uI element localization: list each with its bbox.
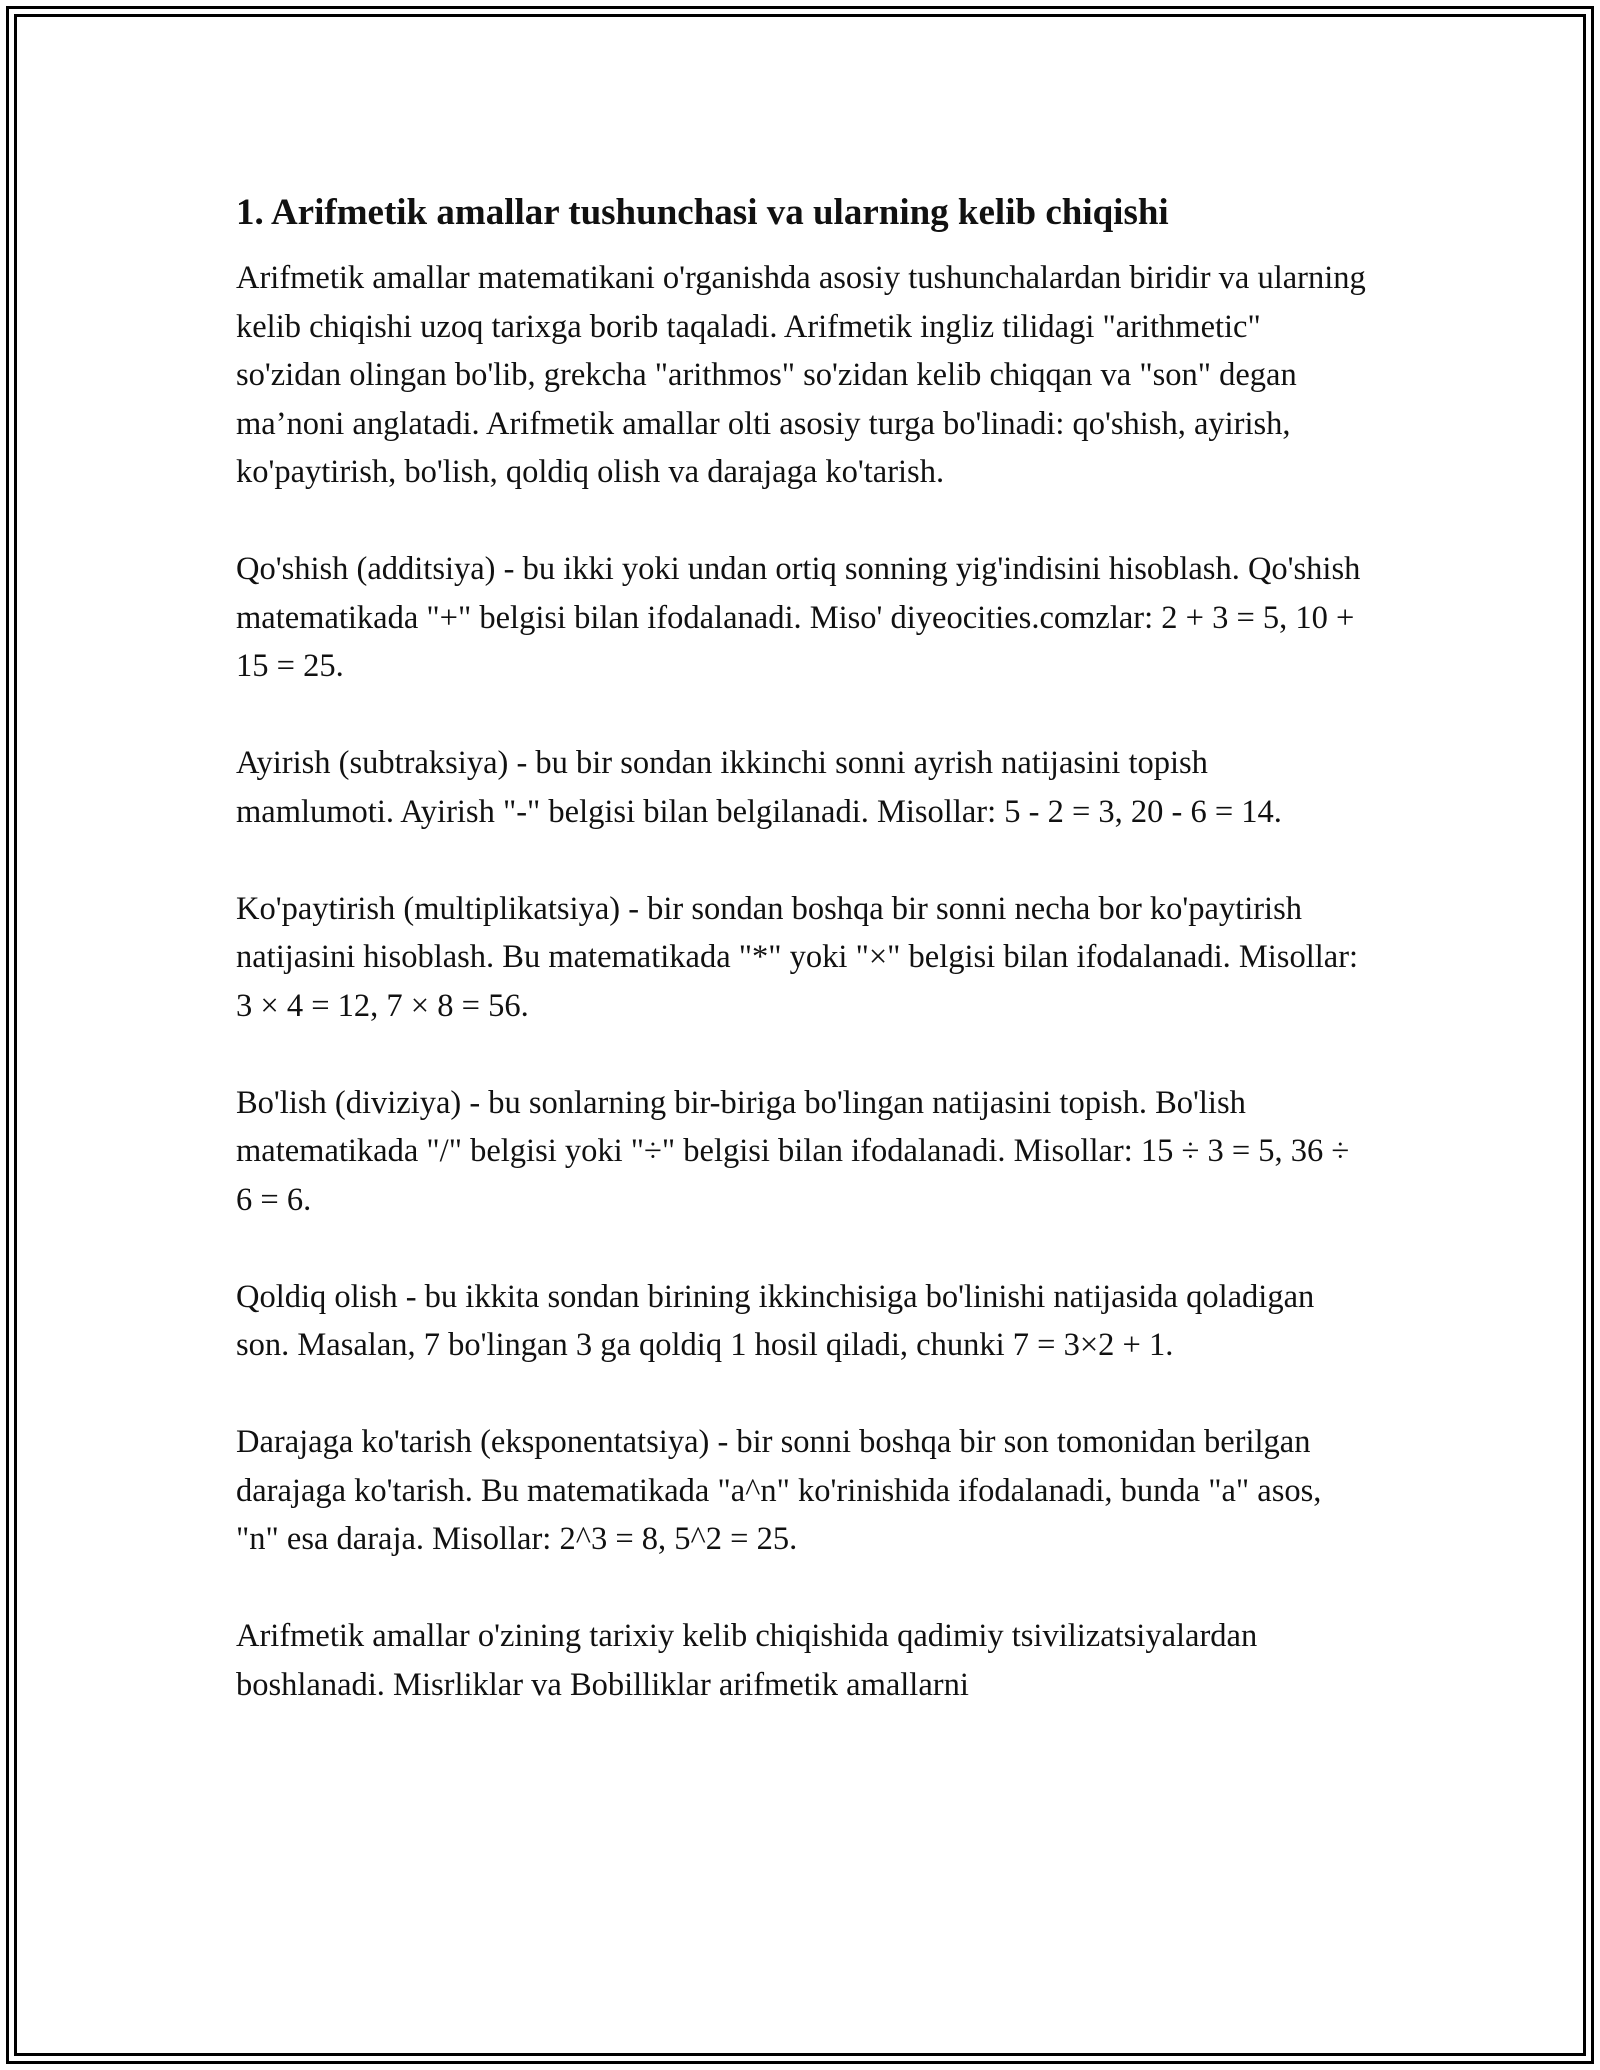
paragraph-subtraction: Ayirish (subtraksiya) - bu bir sondan ikkinchi sonni ayrish natijasini topish mamlumoti. Ayirish "-" belgisi bilan belgilanadi. Misollar: 5 - 2 = 3, 20 - 6 = 14. [236, 745, 1282, 830]
paragraph-exponentiation: Darajaga ko'tarish (eksponentatsiya) - bir sonni boshqa bir son tomonidan berilgan darajaga ko'tarish. Bu matematikada "a^n" ko'rinishida ifodalanadi, bunda "a" asos, "n" esa daraja. Misollar: 2^3 = 8, 5^2 = 25. [236, 1424, 1322, 1557]
section-heading: 1. Arifmetik amallar tushunchasi va ularning kelib chiqishi [236, 192, 1169, 233]
paragraph-addition: Qo'shish (additsiya) - bu ikki yoki undan ortiq sonning yig'indisini hisoblash. Qo'shish matematikada "+" belgisi bilan ifodalanadi. Miso' diyeocities.comzlar: 2 + 3 = 5, 10 + 15 = 25. [236, 551, 1361, 684]
paragraph-history: Arifmetik amallar o'zining tarixiy kelib chiqishida qadimiy tsivilizatsiyalardan boshlanadi. Misrliklar va Bobilliklar arifmetik amallarni [236, 1618, 1258, 1703]
paragraph-introduction: Arifmetik amallar matematikani o'rganishda asosiy tushunchalardan biridir va ularning kelib chiqishi uzoq tarixga borib taqaladi. Arifmetik ingliz tilidagi "arithmetic" so'zidan olingan bo'lib, grekcha "arithmos" so'zidan kelib chiqqan va "son" degan ma’noni anglatadi. Arifmetik amallar olti asosiy turga bo'linadi: qo'shish, ayirish, ko'paytirish, bo'lish, qoldiq olish va darajaga ko'tarish. [236, 260, 1366, 490]
paragraph-division: Bo'lish (diviziya) - bu sonlarning bir-biriga bo'lingan natijasini topish. Bo'lish matematikada "/" belgisi yoki "÷" belgisi bilan ifodalanadi. Misollar: 15 ÷ 3 = 5, 36 ÷ 6 = 6. [236, 1084, 1350, 1218]
document-body [236, 184, 1370, 1758]
paragraph-remainder: Qoldiq olish - bu ikkita sondan birining ikkinchisiga bo'linishi natijasida qoladigan son. Masalan, 7 bo'lingan 3 ga qoldiq 1 hosil qiladi, chunki 7 = 3×2 + 1. [236, 1278, 1315, 1363]
paragraph-multiplication: Ko'paytirish (multiplikatsiya) - bir sondan boshqa bir sonni necha bor ko'paytirish natijasini hisoblash. Bu matematikada "*" yoki "×" belgisi bilan ifodalanadi. Misollar: 3 × 4 = 12, 7 × 8 = 56. [236, 890, 1359, 1024]
